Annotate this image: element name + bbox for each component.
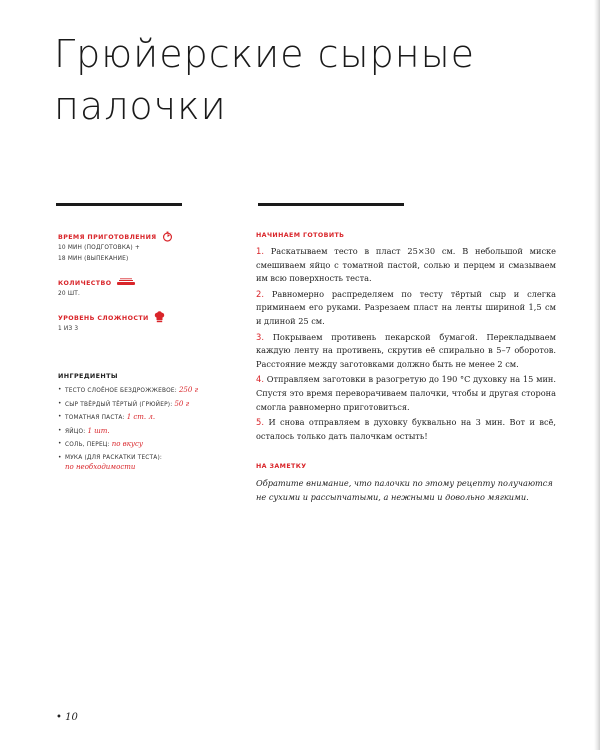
sidebar-rule — [56, 203, 182, 206]
recipe-method — [256, 232, 556, 504]
ingredient-name: СОЛЬ, ПЕРЕЦ: — [65, 442, 110, 448]
quantity-value: 20 ШТ. — [58, 291, 81, 297]
ingredient-quantity: 1 ст. л. — [126, 413, 156, 421]
step-text: Отправляем заготовки в разогретую до 190 °С духовку на 15 мин. Спустя это время переворачиваем палочки, чтобы и другая сторона смогла равномерно приготовиться. — [256, 374, 556, 412]
method-step — [256, 416, 556, 443]
quantity-heading — [58, 278, 208, 288]
ingredient-name: ТЕСТО СЛОЁНОЕ БЕЗДРОЖЖЕВОЕ: — [65, 388, 177, 394]
bake-time-value: 18 МИН (ВЫПЕКАНИЕ) — [58, 256, 129, 262]
ingredient-item — [58, 427, 208, 438]
difficulty-label: УРОВЕНЬ СЛОЖНОСТИ — [58, 314, 149, 322]
ingredient-item — [58, 440, 208, 451]
ingredient-quantity: 50 г — [174, 399, 190, 408]
ingredient-item — [58, 454, 208, 473]
main-rule — [258, 203, 404, 206]
prep-time-block — [58, 232, 208, 264]
step-number: 1. — [256, 246, 264, 256]
prep-time-heading — [58, 232, 208, 242]
difficulty-value: 1 ИЗ 3 — [58, 326, 79, 332]
step-number: 5. — [256, 417, 264, 428]
ingredient-quantity: по вкусу — [111, 440, 143, 448]
timer-icon — [162, 231, 173, 244]
recipe-meta-sidebar — [58, 232, 208, 476]
recipe-title — [54, 28, 475, 132]
ingredient-item — [58, 413, 208, 424]
step-text: Покрываем противень пекарской бумагой. Перекладываем каждую ленту на противень, скрутив её спирально в 5–7 оборотов. Расстояние между заготовками должно быть не менее 2 см. — [256, 331, 557, 369]
step-number: 3. — [256, 331, 264, 342]
quantity-block — [58, 278, 208, 299]
baking-tray-icon — [116, 277, 136, 289]
ingredient-item — [58, 386, 208, 397]
method-step — [256, 331, 556, 372]
chef-hat-icon — [154, 311, 165, 325]
step-text: Раскатываем тесто в пласт 25×30 см. В небольшой миске смешиваем яйцо с томатной пастой, солью и перцем и смазываем им всю поверхность теста. — [256, 246, 556, 284]
step-number: 4. — [256, 374, 264, 385]
method-step — [256, 245, 556, 286]
ingredient-quantity: 250 г — [178, 386, 199, 394]
recipe-title-line-1: Грюйерские сырные — [54, 32, 476, 76]
ingredients-heading: ИНГРЕДИЕНТЫ — [58, 372, 118, 380]
ingredient-name: ТОМАТНАЯ ПАСТА: — [65, 415, 125, 421]
method-heading: НАЧИНАЕМ ГОТОВИТЬ — [256, 232, 345, 239]
quantity-label: КОЛИЧЕСТВО — [58, 279, 112, 287]
recipe-title-line-2: палочки — [54, 84, 227, 128]
ingredient-item — [58, 400, 208, 411]
ingredient-quantity: по необходимости — [65, 463, 136, 471]
prep-time-value: 10 МИН (ПОДГОТОВКА) + — [58, 245, 140, 251]
ingredient-name: МУКА (ДЛЯ РАСКАТКИ ТЕСТА): — [65, 454, 163, 461]
step-text: Равномерно распределяем по тесту тёртый сыр и слегка приминаем его руками. Разрезаем пласт на ленты шириной 1,5 см и длиной 25 см. — [256, 288, 557, 326]
step-number: 2. — [256, 288, 264, 299]
prep-time-label: ВРЕМЯ ПРИГОТОВЛЕНИЯ — [58, 233, 157, 241]
method-step — [256, 373, 556, 414]
note-heading: НА ЗАМЕТКУ — [256, 463, 307, 471]
difficulty-block — [58, 313, 208, 334]
step-text: И снова отправляем в духовку буквально на 3 мин. Вот и всё, осталось только дать палочкам остыть! — [256, 417, 556, 441]
ingredient-name: ЯЙЦО: — [65, 428, 86, 435]
page-edge-shadow — [594, 0, 600, 750]
page-number: • 10 — [56, 712, 78, 723]
ingredient-name: СЫР ТВЁРДЫЙ ТЁРТЫЙ (ГРЮЙЕР): — [65, 401, 173, 408]
ingredient-quantity: 1 шт. — [87, 426, 110, 435]
note-text: Обратите внимание, что палочки по этому рецепту получаются не сухими и рассыпчатыми, а нежными и довольно мягкими. — [256, 478, 553, 503]
ingredients-list — [58, 386, 208, 473]
method-step — [256, 288, 556, 329]
difficulty-heading — [58, 313, 208, 323]
